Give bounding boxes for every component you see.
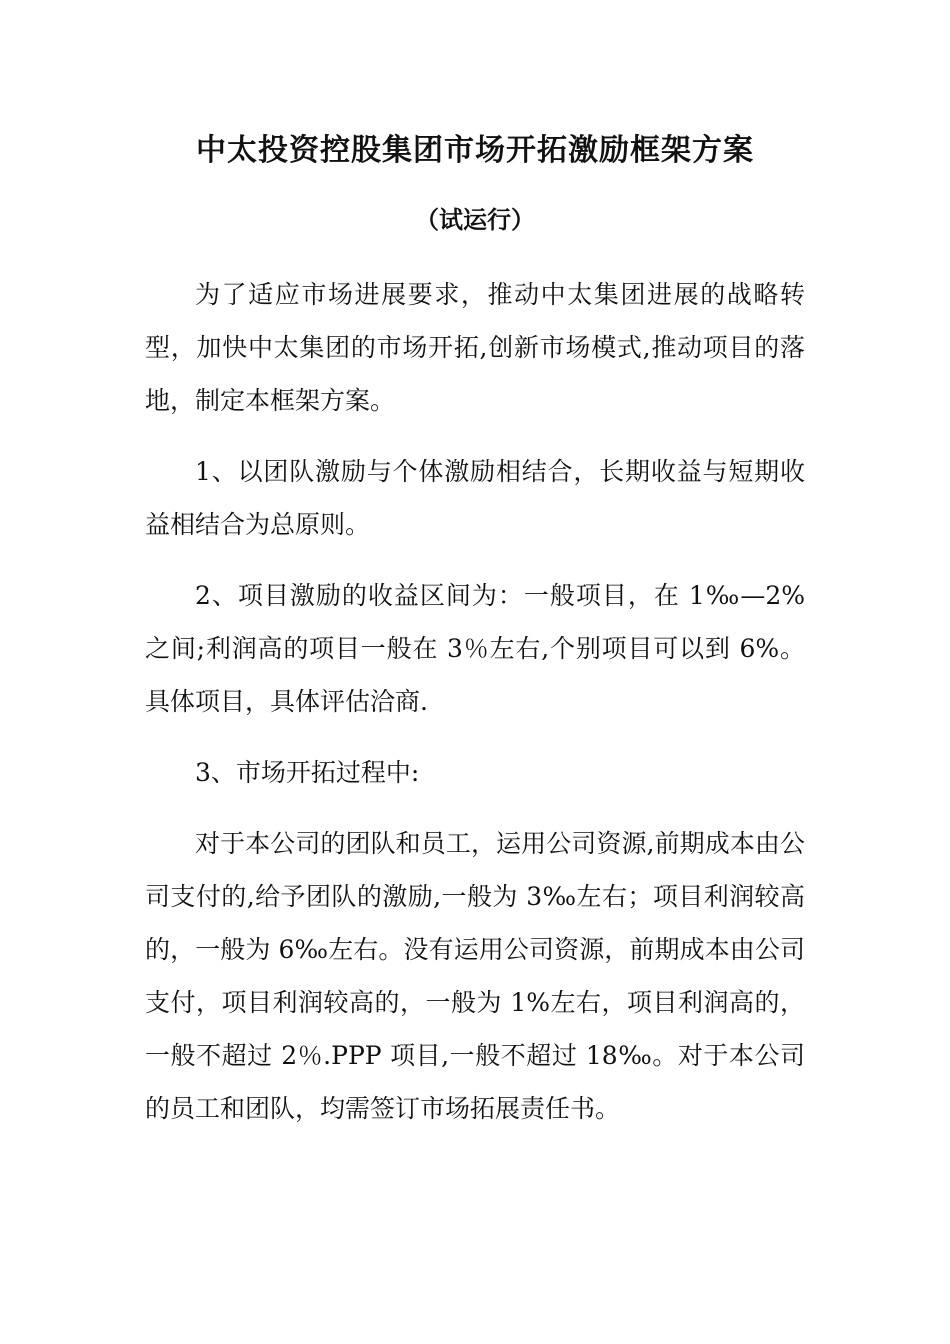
- paragraph-intro: 为了适应市场进展要求，推动中太集团进展的战略转型，加快中太集团的市场开拓,创新市场模式,推动项目的落地，制定本框架方案。: [145, 280, 805, 415]
- document-subtitle: （试运行）: [415, 205, 535, 234]
- paragraph-market-process: 3、市场开拓过程中:: [195, 758, 420, 787]
- paragraph-incentive-range: 2、项目激励的收益区间为：一般项目，在 1‰—2%之间;利润高的项目一般在 3％左右,个别项目可以到 6%。具体项目，具体评估洽商.: [145, 581, 805, 716]
- paragraph-principle: 1、以团队激励与个体激励相结合，长期收益与短期收益相结合为总原则。: [145, 457, 805, 539]
- document-title: 中太投资控股集团市场开拓激励框架方案: [196, 133, 754, 168]
- paragraph-team-staff: 对于本公司的团队和员工，运用公司资源,前期成本由公司支付的,给予团队的激励,一般为 3‰左右；项目利润较高的，一般为 6‰左右。没有运用公司资源，前期成本由公司支付，项目利润较高的，一般为 1%左右，项目利润高的，一般不超过 2％.PPP 项目,一般不超过 18‰。对于本公司的员工和团队，均需签订市场拓展责任书。: [145, 829, 805, 1123]
- document-body: [145, 268, 805, 1153]
